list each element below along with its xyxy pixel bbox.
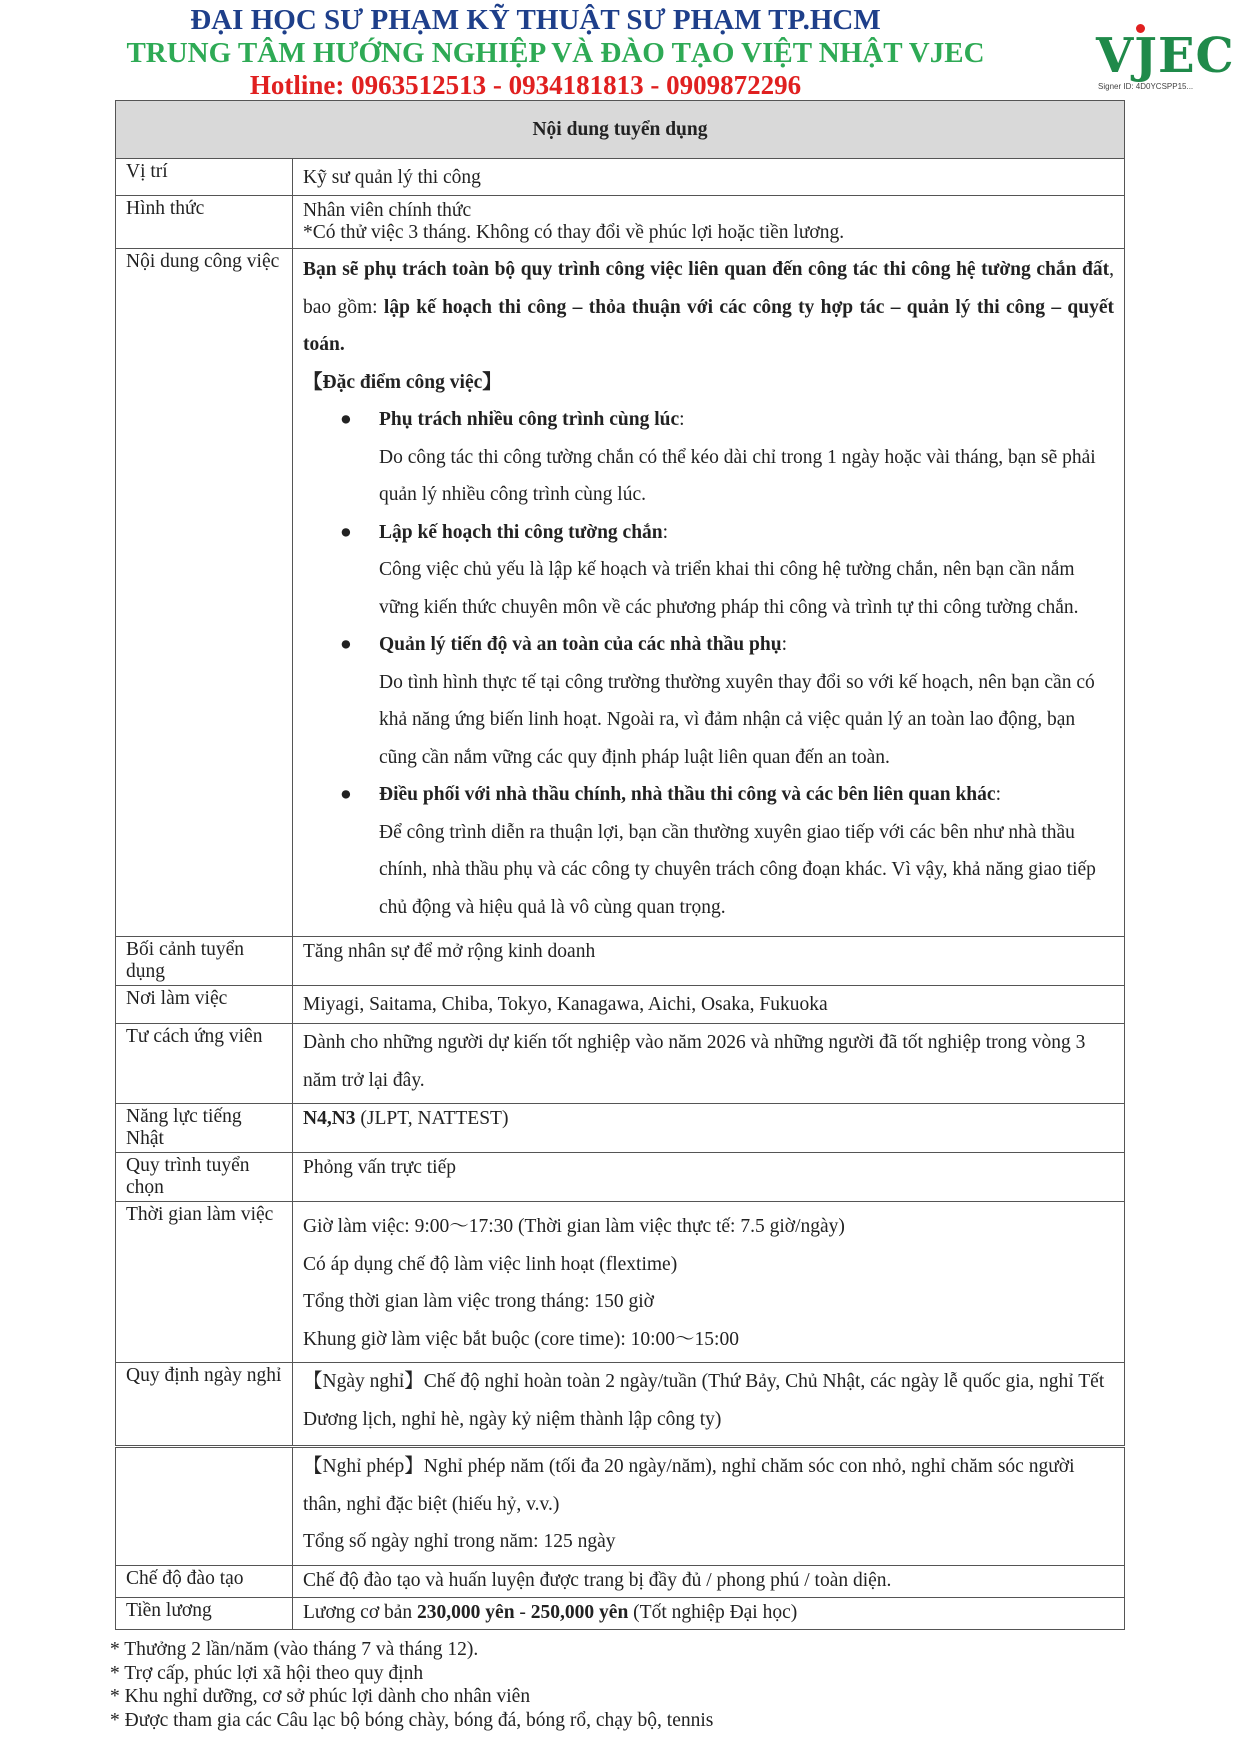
bullet-dot-icon: ● [340, 409, 352, 430]
bullet-dot-icon: ● [340, 784, 352, 805]
bullet-text: Công việc chủ yếu là lập kế hoạch và triển khai thi công hệ tường chắn, nên bạn cần nắm vững kiến thức chuyên môn về các phương pháp thi công và trình tự thi công tường chắn. [379, 559, 1079, 618]
bullet-title: Quản lý tiến độ và an toàn của các nhà thầu phụ [379, 634, 782, 655]
label-training: Chế độ đào tạo [116, 1566, 293, 1598]
value-hours [293, 1202, 1125, 1363]
type-line1: Nhân viên chính thức [303, 200, 472, 221]
label-leave [116, 1448, 293, 1566]
benefit-notes [110, 1638, 713, 1732]
row-leave [116, 1448, 1125, 1566]
vjec-logo [1096, 28, 1235, 96]
label-content: Nội dung công việc [116, 249, 293, 937]
label-background: Bối cảnh tuyển dụng [116, 937, 293, 986]
value-leave [293, 1448, 1125, 1566]
value-location: Miyagi, Saitama, Chiba, Tokyo, Kanagawa, Aichi, Osaka, Fukuoka [293, 986, 1125, 1024]
header-center: TRUNG TÂM HƯỚNG NGHIỆP VÀ ĐÀO TẠO VIỆT NHẬT VJEC [126, 37, 985, 69]
label-position: Vị trí [116, 159, 293, 196]
value-salary [293, 1598, 1125, 1630]
intro-bold-2: lập kế hoạch thi công – thỏa thuận với các công ty hợp tác – quản lý thi công – quyết toán. [303, 296, 1114, 355]
row-holidays [116, 1363, 1125, 1446]
note-item: * Thưởng 2 lần/năm (vào tháng 7 và tháng 12). [110, 1639, 479, 1660]
row-location [116, 986, 1125, 1024]
row-training [116, 1566, 1125, 1598]
bullet-dot-icon: ● [340, 634, 352, 655]
salary-max: 250,000 yên [530, 1602, 629, 1623]
features-title: 【Đặc điểm công việc】 [303, 371, 502, 393]
row-content [116, 249, 1125, 937]
bullet-item: ● Lập kế hoạch thi công tường chắn: Công việc chủ yếu là lập kế hoạch và triển khai thi công hệ tường chắn, nên bạn cần nắm vững kiến thức chuyên môn về các phương pháp thi công và trình tự thi công tường chắn. [303, 514, 1114, 627]
row-position [116, 159, 1125, 196]
header-hotline: Hotline: 0963512513 - 0934181813 - 0909872296 [249, 70, 802, 100]
label-japanese: Năng lực tiếng Nhật [116, 1104, 293, 1153]
hours-line: Có áp dụng chế độ làm việc linh hoạt (flextime) [303, 1253, 678, 1275]
salary-text-1: Lương cơ bản [303, 1602, 418, 1623]
page-header [0, 0, 1241, 100]
label-location: Nơi làm việc [116, 986, 293, 1024]
salary-text-2: - [514, 1602, 531, 1623]
salary-min: 230,000 yên [417, 1602, 515, 1623]
note-item: * Khu nghỉ dưỡng, cơ sở phúc lợi dành cho nhân viên [110, 1686, 531, 1707]
intro-bold-1: Bạn sẽ phụ trách toàn bộ quy trình công việc liên quan đến công tác thi công hệ tường chắn đất [303, 259, 1110, 280]
content-intro [303, 251, 1114, 364]
japanese-level: N4,N3 [303, 1108, 356, 1129]
hours-line: Giờ làm việc: 9:00～17:30 (Thời gian làm việc thực tế: 7.5 giờ/ngày) [303, 1216, 845, 1237]
label-salary: Tiền lương [116, 1598, 293, 1630]
bullet-title: Lập kế hoạch thi công tường chắn [379, 521, 663, 543]
note-item: * Trợ cấp, phúc lợi xã hội theo quy định [110, 1662, 424, 1684]
row-selection [116, 1153, 1125, 1202]
bullet-dot-icon: ● [340, 521, 352, 543]
hours-line: Tổng thời gian làm việc trong tháng: 150 giờ [303, 1291, 654, 1312]
bullet-title: Điều phối với nhà thầu chính, nhà thầu thi công và các bên liên quan khác [379, 784, 996, 805]
value-content [293, 249, 1125, 937]
bullet-item: ● Điều phối với nhà thầu chính, nhà thầu thi công và các bên liên quan khác: Để công trình diễn ra thuận lợi, bạn cần thường xuyên giao tiếp với các bên như nhà thầu chính, nhà thầu phụ và các công ty chuyên trách công đoạn khác. Vì vậy, khả năng giao tiếp chủ động và hiệu quả là vô cùng quan trọng. [303, 776, 1114, 926]
row-background [116, 937, 1125, 986]
row-eligibility [116, 1024, 1125, 1104]
leave-line1: 【Nghỉ phép】Nghỉ phép năm (tối đa 20 ngày/năm), nghỉ chăm sóc con nhỏ, nghỉ chăm sóc người thân, nghỉ đặc biệt (hiếu hỷ, v.v.) [303, 1456, 1075, 1515]
value-holidays: 【Ngày nghỉ】Chế độ nghỉ hoàn toàn 2 ngày/tuần (Thứ Bảy, Chủ Nhật, các ngày lễ quốc gia, nghỉ Tết Dương lịch, nghỉ hè, ngày kỷ niệm thành lập công ty) [293, 1363, 1125, 1446]
note-item: * Được tham gia các Câu lạc bộ bóng chày, bóng đá, bóng rổ, chạy bộ, tennis [110, 1709, 714, 1731]
value-selection: Phỏng vấn trực tiếp [293, 1153, 1125, 1202]
value-background: Tăng nhân sự để mở rộng kinh doanh [293, 937, 1125, 986]
bullet-item: ● Quản lý tiến độ và an toàn của các nhà thầu phụ: Do tình hình thực tế tại công trường thường xuyên thay đổi so với kế hoạch, nên bạn cần có khả năng ứng biến linh hoạt. Ngoài ra, vì đảm nhận cả việc quản lý an toàn lao động, bạn cũng cần nắm vững các quy định pháp luật liên quan đến an toàn. [303, 626, 1114, 776]
label-selection: Quy trình tuyển chọn [116, 1153, 293, 1202]
label-type: Hình thức [116, 196, 293, 249]
label-hours: Thời gian làm việc [116, 1202, 293, 1363]
japanese-tests: (JLPT, NATTEST) [355, 1108, 509, 1129]
salary-text-3: (Tốt nghiệp Đại học) [628, 1602, 798, 1623]
bullet-text: Để công trình diễn ra thuận lợi, bạn cần thường xuyên giao tiếp với các bên như nhà thầu chính, nhà thầu phụ và các công ty chuyên trách công đoạn khác. Vì vậy, khả năng giao tiếp chủ động và hiệu quả là vô cùng quan trọng. [379, 821, 1096, 918]
type-line2: *Có thử việc 3 tháng. Không có thay đổi về phúc lợi hoặc tiền lương. [303, 222, 845, 243]
value-japanese [293, 1104, 1125, 1153]
row-hours [116, 1202, 1125, 1363]
label-eligibility: Tư cách ứng viên [116, 1024, 293, 1104]
row-japanese [116, 1104, 1125, 1153]
row-type [116, 196, 1125, 249]
row-salary [116, 1598, 1125, 1630]
value-position: Kỹ sư quản lý thi công [293, 159, 1125, 196]
value-eligibility: Dành cho những người dự kiến tốt nghiệp vào năm 2026 và những người đã tốt nghiệp trong vòng 3 năm trở lại đây. [293, 1024, 1125, 1104]
bullet-text: Do tình hình thực tế tại công trường thường xuyên thay đổi so với kế hoạch, nên bạn cần có khả năng ứng biến linh hoạt. Ngoài ra, vì đảm nhận cả việc quản lý an toàn lao động, bạn cũng cần nắm vững các quy định pháp luật liên quan đến an toàn. [379, 671, 1095, 768]
label-holidays: Quy định ngày nghỉ [116, 1363, 293, 1446]
value-training: Chế độ đào tạo và huấn luyện được trang bị đầy đủ / phong phú / toàn diện. [293, 1566, 1125, 1598]
logo-text: VJEC [1096, 28, 1235, 84]
bullet-text: Do công tác thi công tường chắn có thể kéo dài chỉ trong 1 ngày hoặc vài tháng, bạn sẽ phải quản lý nhiều công trình cùng lúc. [379, 446, 1096, 505]
hours-line: Khung giờ làm việc bắt buộc (core time): 10:00～15:00 [303, 1328, 739, 1350]
leave-line2: Tổng số ngày nghỉ trong năm: 125 ngày [303, 1531, 616, 1552]
table-title: Nội dung tuyển dụng [116, 101, 1125, 159]
value-type [293, 196, 1125, 249]
bullet-item: ● Phụ trách nhiều công trình cùng lúc: Do công tác thi công tường chắn có thể kéo dài chỉ trong 1 ngày hoặc vài tháng, bạn sẽ phải quản lý nhiều công trình cùng lúc. [303, 401, 1114, 514]
recruitment-table [115, 100, 1125, 1446]
intro-text-1: , bao gồm: [303, 259, 1114, 318]
logo-signer-id: Signer ID: 4D0YCSPP15... [1098, 82, 1194, 91]
bullet-title: Phụ trách nhiều công trình cùng lúc [379, 409, 680, 430]
header-university: ĐẠI HỌC SƯ PHẠM KỸ THUẬT SƯ PHẠM TP.HCM [190, 4, 881, 36]
recruitment-table-continued [115, 1447, 1125, 1630]
table-header-row [116, 101, 1125, 159]
